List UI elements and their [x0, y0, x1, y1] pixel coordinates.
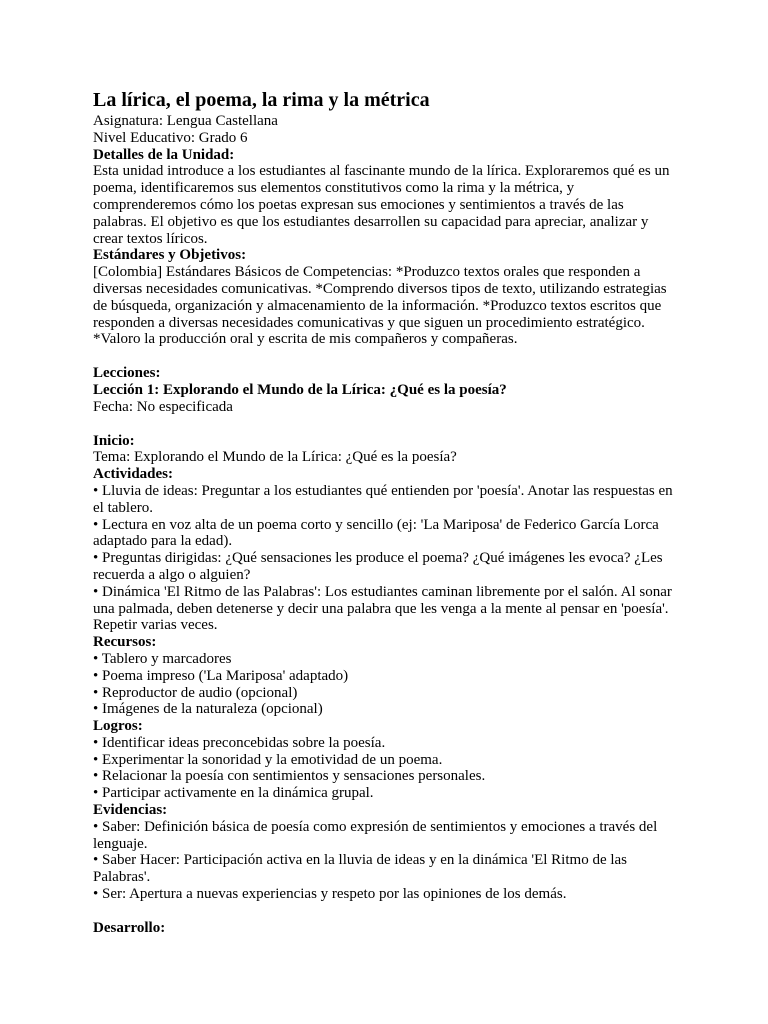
spacer	[93, 348, 676, 365]
resources-list	[93, 651, 676, 718]
list-item: • Poema impreso ('La Mariposa' adaptado)	[93, 667, 349, 684]
document-title: La lírica, el poema, la rima y la métrica	[93, 89, 430, 111]
standards-text: [Colombia] Estándares Básicos de Competencias: *Produzco textos orales que responden a diversas necesidades comunicativas. *Comprendo diversos tipos de texto, utilizando estrategias de búsqueda, organización y almacenamiento de la información. *Produzco textos escritos que responden a diversas necesidades comunicativas y que siguen un procedimiento estratégico. *Valoro la producción oral y escrita de mis compañeros y compañeras.	[93, 264, 667, 348]
resources-heading: Recursos:	[93, 634, 157, 651]
list-item: • Preguntas dirigidas: ¿Qué sensaciones les produce el poema? ¿Qué imágenes les evoca? ¿Les recuerda a algo o alguien?	[93, 550, 663, 583]
spacer	[93, 903, 676, 920]
list-item: • Imágenes de la naturaleza (opcional)	[93, 701, 323, 718]
list-item: • Ser: Apertura a nuevas experiencias y respeto por las opiniones de los demás.	[93, 886, 567, 903]
list-item: • Identificar ideas preconcebidas sobre la poesía.	[93, 734, 386, 751]
evidence-list	[93, 819, 676, 903]
list-item: • Relacionar la poesía con sentimientos y sensaciones personales.	[93, 768, 486, 785]
inicio-heading: Inicio:	[93, 432, 135, 449]
list-item: • Saber Hacer: Participación activa en la lluvia de ideas y en la dinámica 'El Ritmo de las Palabras'.	[93, 852, 628, 886]
inicio-topic: Tema: Explorando el Mundo de la Lírica: ¿Qué es la poesía?	[93, 449, 457, 466]
level-line: Nivel Educativo: Grado 6	[93, 129, 248, 146]
list-item: • Reproductor de audio (opcional)	[93, 684, 298, 701]
achievements-heading: Logros:	[93, 718, 143, 735]
list-item: • Experimentar la sonoridad y la emotividad de un poema.	[93, 751, 443, 768]
list-item: • Lluvia de ideas: Preguntar a los estudiantes qué entienden por 'poesía'. Anotar las respuestas en el tablero.	[93, 482, 673, 516]
lessons-heading: Lecciones:	[93, 365, 161, 382]
desarrollo-heading: Desarrollo:	[93, 919, 166, 936]
subject-line: Asignatura: Lengua Castellana	[93, 113, 278, 129]
list-item: • Tablero y marcadores	[93, 650, 232, 667]
unit-details-heading: Detalles de la Unidad:	[93, 146, 235, 163]
spacer	[93, 416, 676, 433]
unit-details-text: Esta unidad introduce a los estudiantes al fascinante mundo de la lírica. Exploraremos qué es un poema, identificaremos sus elementos constitutivos como la rima y la métrica, y comprenderemos cómo los poetas expresan sus emociones y sentimientos a través de las palabras. El objetivo es que los estudiantes desarrollen su capacidad para apreciar, analizar y crear textos líricos.	[93, 163, 670, 247]
activities-heading: Actividades:	[93, 466, 173, 483]
lesson-title: Lección 1: Explorando el Mundo de la Lírica: ¿Qué es la poesía?	[93, 381, 507, 398]
list-item: • Lectura en voz alta de un poema corto y sencillo (ej: 'La Mariposa' de Federico García Lorca adaptado para la edad).	[93, 516, 659, 550]
activities-list	[93, 483, 676, 634]
achievements-list	[93, 735, 676, 802]
evidence-heading: Evidencias:	[93, 802, 168, 819]
list-item: • Participar activamente en la dinámica grupal.	[93, 785, 374, 802]
list-item: • Dinámica 'El Ritmo de las Palabras': Los estudiantes caminan libremente por el salón. Al sonar una palmada, deben detenerse y decir una palabra que les venga a la mente al pensar en 'poesía'. Repetir varias veces.	[93, 583, 672, 634]
list-item: • Saber: Definición básica de poesía como expresión de sentimientos y emociones a través del lenguaje.	[93, 818, 658, 852]
standards-heading: Estándares y Objetivos:	[93, 247, 247, 264]
lesson-date: Fecha: No especificada	[93, 398, 233, 415]
